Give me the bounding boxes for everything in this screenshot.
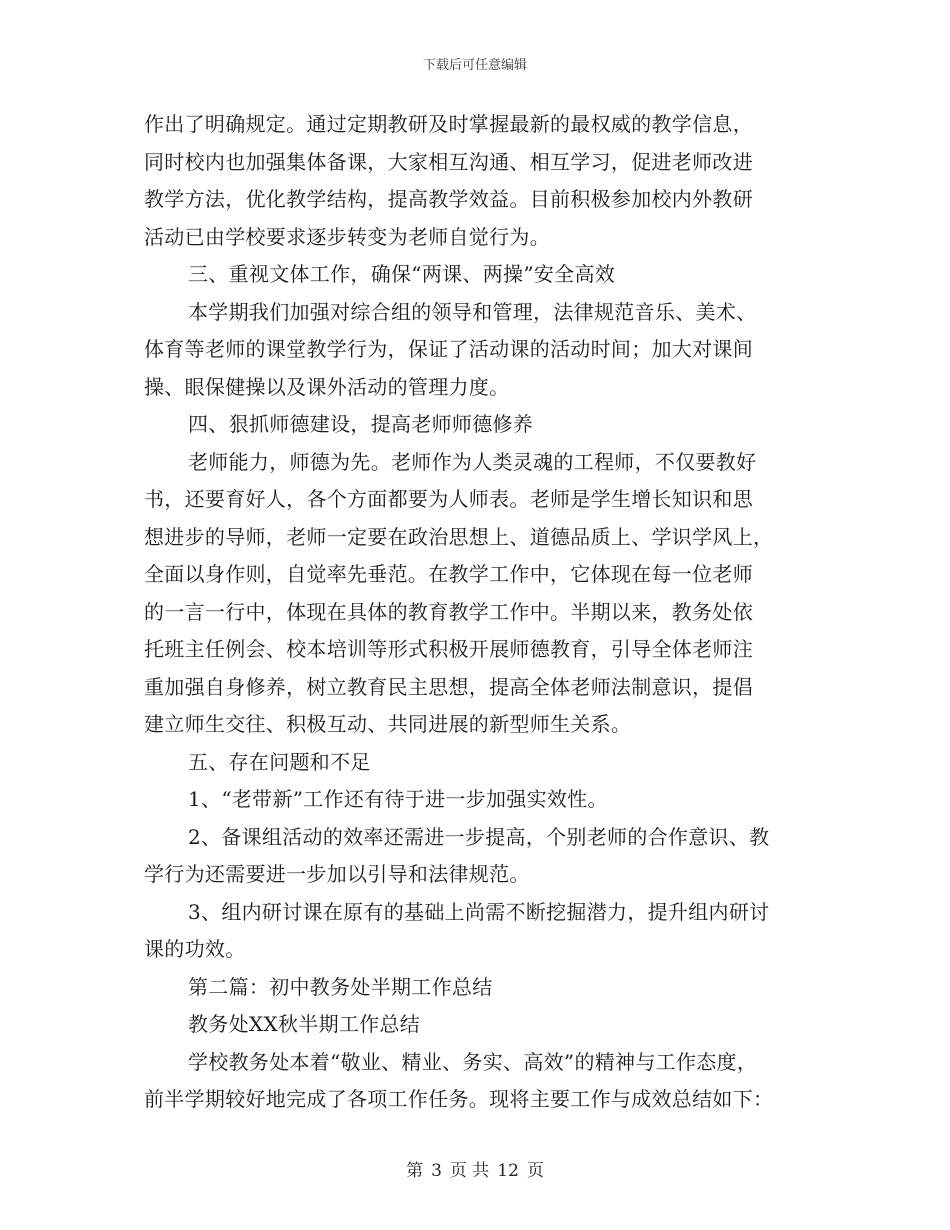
text-line: 老师能力，师德为先。老师作为人类灵魂的工程师，不仅要教好: [188, 449, 757, 474]
text-line: 3、组内研讨课在原有的基础上尚需不断挖掘潜力，提升组内研讨: [188, 899, 770, 924]
text-line: 学校教务处本着“敬业、精业、务实、高效”的精神与工作态度，: [188, 1049, 758, 1074]
footer-total-pages: 12: [497, 1161, 519, 1181]
text-line: 书，还要育好人，各个方面都要为人师表。老师是学生增长知识和思: [144, 487, 753, 511]
text-line: 想进步的导师，老师一定要在政治思想上、道德品质上、学识学风上，: [144, 524, 774, 549]
text-line: 第二篇：初中教务处半期工作总结: [188, 974, 493, 999]
text-line: 作出了明确规定。通过定期教研及时掌握最新的最权威的教学信息，: [144, 112, 753, 136]
text-line: 三、重视文体工作，确保“两课、两操”安全高效: [188, 262, 616, 286]
text-line: 学行为还需要进一步加以引导和法律规范。: [144, 862, 530, 886]
text-line: 托班主任例会、校本培训等形式积极开展师德教育，引导全体老师注: [144, 637, 753, 661]
text-line: 操、眼保健操以及课外活动的管理力度。: [144, 374, 510, 399]
text-line: 课的功效。: [144, 937, 246, 961]
text-line: 四、狠抓师德建设，提高老师师德修养: [188, 412, 534, 436]
text-line: 体育等老师的课堂教学行为，保证了活动课的活动时间；加大对课间: [144, 337, 753, 361]
text-line: 2、备课组活动的效率还需进一步提高，个别老师的合作意识、教: [188, 824, 770, 849]
footer-suffix: 页: [526, 1161, 544, 1181]
text-line: 1、“老带新”工作还有待于进一步加强实效性。: [188, 787, 608, 811]
text-line: 五、存在问题和不足: [188, 749, 371, 774]
text-line: 全面以身作则，自觉率先垂范。在教学工作中，它体现在每一位老师: [144, 562, 753, 586]
footer-middle: 页 共: [449, 1161, 490, 1181]
document-body: [144, 106, 814, 1119]
page-footer: [0, 1156, 950, 1181]
text-line: 教务处XX秋半期工作总结: [188, 1012, 421, 1036]
text-line: 同时校内也加强集体备课，大家相互沟通、相互学习，促进老师改进: [144, 149, 753, 174]
text-line: 活动已由学校要求逐步转变为老师自觉行为。: [144, 224, 550, 249]
text-line: 前半学期较好地完成了各项工作任务。现将主要工作与成效总结如下：: [144, 1087, 774, 1111]
page-header: 下载后可任意编辑: [422, 58, 527, 73]
text-line: 的一言一行中，体现在具体的教育教学工作中。半期以来，教务处依: [144, 599, 753, 624]
text-line: 教学方法，优化教学结构，提高教学效益。目前积极参加校内外教研: [144, 187, 753, 211]
text-line: 本学期我们加强对综合组的领导和管理，法律规范音乐、美术、: [188, 299, 757, 324]
footer-prefix: 第: [406, 1161, 424, 1181]
text-line: 重加强自身修养，树立教育民主思想，提高全体老师法制意识，提倡: [144, 674, 753, 699]
text-line: 建立师生交往、积极互动、共同进展的新型师生关系。: [144, 712, 632, 736]
footer-page-number: 3: [431, 1161, 442, 1181]
